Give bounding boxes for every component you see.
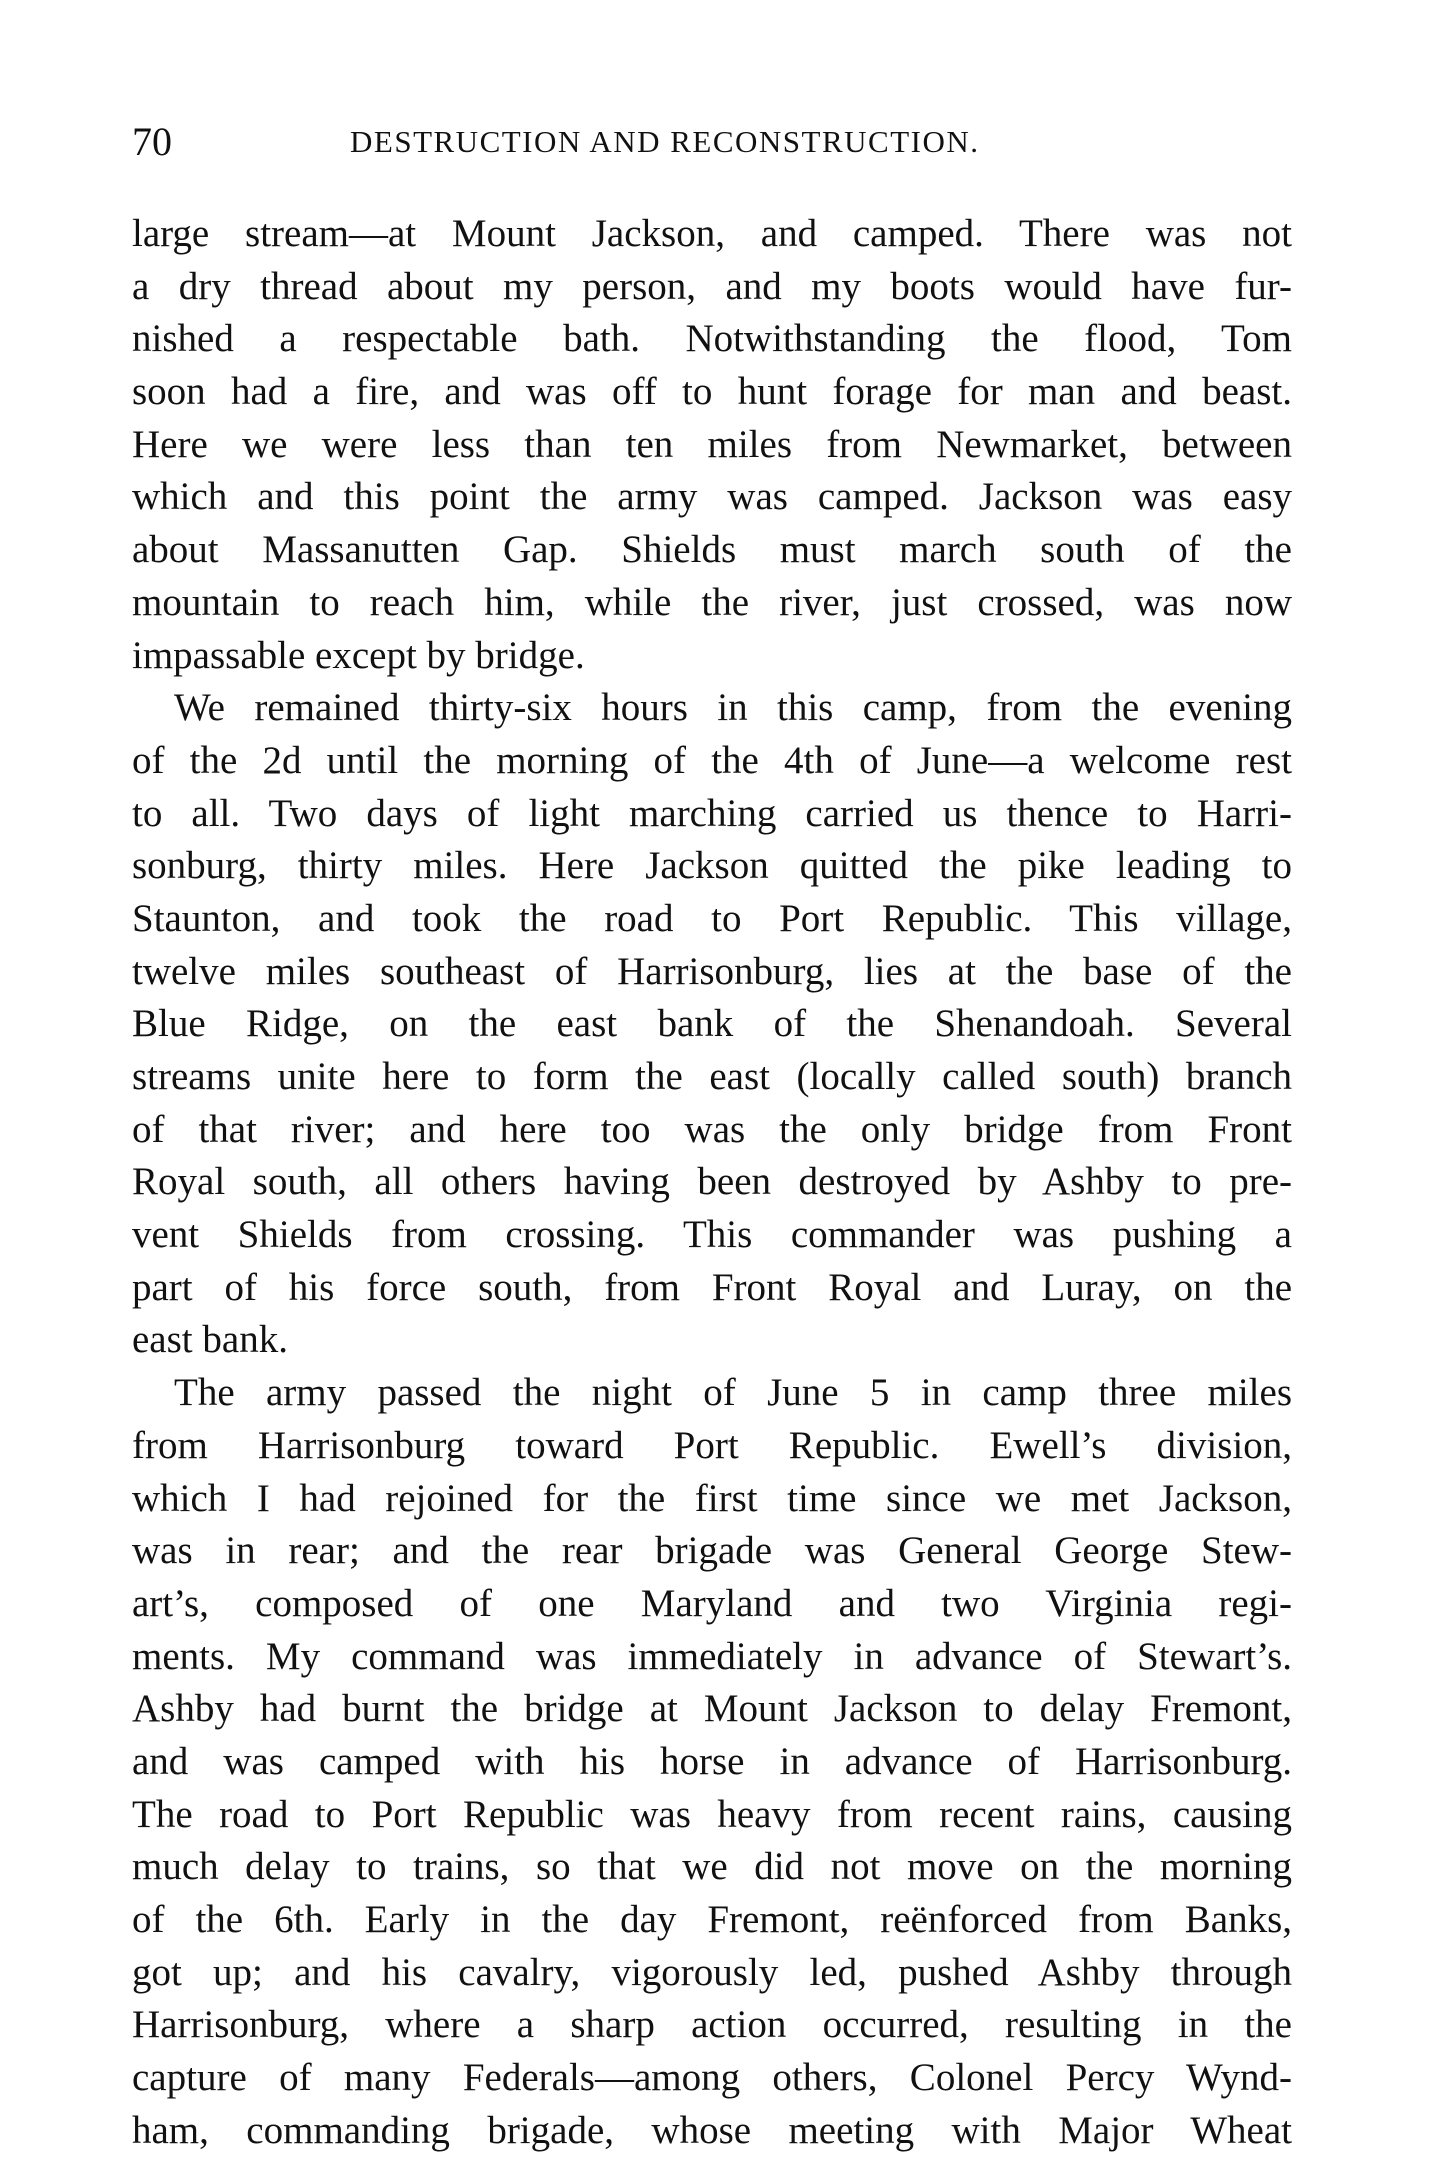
text-line: of the 6th. Early in the day Fremont, reënforced from Banks, <box>132 1898 1292 1941</box>
text-line: soon had a fire, and was off to hunt forage for man and beast. <box>132 370 1292 414</box>
text-line: got up; and his cavalry, vigorously led, pushed Ashby through <box>132 1950 1292 1994</box>
paragraph <box>132 682 1292 1367</box>
text-line: about Massanutten Gap. Shields must march south of the <box>132 528 1292 572</box>
text-line: Staunton, and took the road to Port Republic. This village, <box>132 896 1292 940</box>
paragraph <box>132 1367 1292 2157</box>
text-line: east bank. <box>132 1318 288 1362</box>
running-header <box>132 118 1292 168</box>
text-line: of the 2d until the morning of the 4th of June—a welcome rest <box>132 738 1292 782</box>
page-number: 70 <box>132 119 172 164</box>
text-line: streams unite here to form the east (locally called south) branch <box>132 1055 1292 1098</box>
text-line: which I had rejoined for the first time since we met Jackson, <box>132 1476 1292 1520</box>
paragraph <box>132 208 1292 682</box>
text-line: We remained thirty-six hours in this camp, from the evening <box>174 686 1292 730</box>
text-line: The army passed the night of June 5 in camp three miles <box>174 1371 1292 1415</box>
text-line: art’s, composed of one Maryland and two Virginia regi- <box>132 1581 1292 1625</box>
text-line: Blue Ridge, on the east bank of the Shenandoah. Several <box>132 1002 1292 1046</box>
text-line: nished a respectable bath. Notwithstanding the flood, Tom <box>132 317 1292 361</box>
text-line: from Harrisonburg toward Port Republic. Ewell’s division, <box>132 1423 1292 1467</box>
text-line: The road to Port Republic was heavy from recent rains, causing <box>132 1792 1292 1836</box>
text-line: which and this point the army was camped. Jackson was easy <box>132 475 1292 519</box>
text-line: sonburg, thirty miles. Here Jackson quitted the pike leading to <box>132 844 1292 888</box>
text-line: mountain to reach him, while the river, just crossed, was now <box>132 580 1292 624</box>
text-line: much delay to trains, so that we did not move on the morning <box>132 1845 1292 1889</box>
text-line: Here we were less than ten miles from Newmarket, between <box>132 422 1292 466</box>
running-title: DESTRUCTION AND RECONSTRUCTION. <box>350 124 980 159</box>
text-line: Ashby had burnt the bridge at Mount Jackson to delay Fremont, <box>132 1687 1292 1731</box>
text-line: Royal south, all others having been destroyed by Ashby to pre- <box>132 1160 1292 1204</box>
text-line: capture of many Federals—among others, Colonel Percy Wynd- <box>132 2056 1292 2100</box>
text-line: and was camped with his horse in advance of Harrisonburg. <box>132 1739 1292 1783</box>
text-line: ham, commanding brigade, whose meeting with Major Wheat <box>132 2108 1292 2152</box>
text-line: large stream—at Mount Jackson, and camped. There was not <box>132 212 1292 255</box>
text-line: vent Shields from crossing. This commander was pushing a <box>132 1213 1292 1257</box>
page-body <box>132 208 1292 2157</box>
text-line: impassable except by bridge. <box>132 633 585 677</box>
text-line: a dry thread about my person, and my boots would have fur- <box>132 264 1292 308</box>
text-line: twelve miles southeast of Harrisonburg, lies at the base of the <box>132 949 1292 993</box>
text-line: part of his force south, from Front Royal and Luray, on the <box>132 1265 1292 1309</box>
text-line: to all. Two days of light marching carried us thence to Harri- <box>132 791 1292 835</box>
text-line: of that river; and here too was the only bridge from Front <box>132 1107 1292 1151</box>
text-line: ments. My command was immediately in advance of Stewart’s. <box>132 1634 1292 1678</box>
text-line: Harrisonburg, where a sharp action occurred, resulting in the <box>132 2003 1292 2047</box>
text-line: was in rear; and the rear brigade was General George Stew- <box>132 1529 1292 1573</box>
